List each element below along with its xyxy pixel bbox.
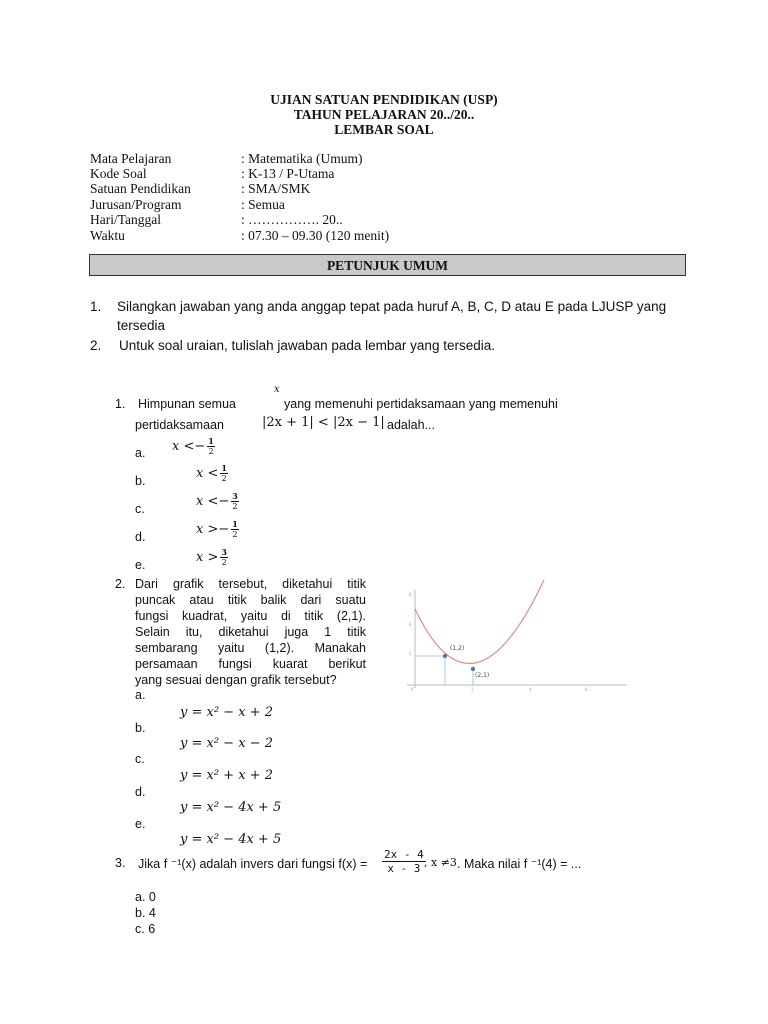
exam-title: UJIAN SATUAN PENDIDIKAN (USP) [270,92,498,107]
inequality-expression: |2x + 1| < |2x − 1| [262,415,385,430]
question-text: adalah... [387,418,435,432]
option-letter[interactable]: d. [135,530,146,544]
option-expression: x >− $\frac{1}{2}$ [196,519,238,539]
option-letter[interactable]: b. [135,474,146,488]
question-text-line: fungsi kuadrat, yaitu di titik (2,1). [135,609,366,623]
option-expression: x <− $\frac{3}{2}$ [196,491,238,511]
option-item[interactable]: b. 4 [135,906,156,920]
instruction-number: 2. [90,338,102,353]
meta-value: : SMA/SMK [241,181,311,196]
option-expression: y = x² + x + 2 [180,768,273,783]
option-expression: y = x² − 4x + 5 [180,800,282,815]
point-2-1 [471,667,475,671]
meta-label: Satuan Pendidikan [90,181,191,196]
svg-text:4: 4 [529,687,532,692]
meta-label: Mata Pelajaran [90,151,172,166]
general-instructions-banner: PETUNJUK UMUM [89,254,686,276]
option-letter[interactable]: d. [135,785,146,799]
question-text: Jika f ⁻¹(x) adalah invers dari fungsi f(x) = [138,857,368,871]
parabola-curve [415,580,544,664]
question-text: . Maka nilai f ⁻¹(4) = ... [457,857,582,871]
point-1-2 [443,654,447,658]
parabola-graph [405,576,630,696]
meta-value: : Matematika (Umum) [241,151,363,166]
instruction-text: Silangkan jawaban yang anda anggap tepat pada huruf A, B, C, D atau E pada LJUSP yang [117,299,667,314]
question-text-line: sembarang yaitu (1,2). Manakah [135,641,366,655]
option-letter[interactable]: b. [135,721,146,735]
question-text-line: Dari grafik tersebut, diketahui titik [135,577,366,591]
option-item[interactable]: a. 0 [135,890,156,904]
point-label-1-2: (1,2) [450,645,465,652]
domain-condition: , x ≠3 [424,856,457,869]
svg-text:2: 2 [471,687,474,692]
svg-text:0: 0 [411,687,414,692]
instruction-text: Untuk soal uraian, tulislah jawaban pada lembar yang tersedia. [119,338,495,353]
meta-value: : K-13 / P-Utama [241,166,335,181]
svg-text:2: 2 [409,651,412,656]
point-label-2-1: (2,1) [475,672,490,679]
option-letter[interactable]: e. [135,817,146,831]
question-number: 2. [115,577,126,591]
meta-label: Jurusan/Program [90,197,182,212]
option-expression: x < $\frac{1}{2}$ [196,463,227,483]
axis-ticks [409,592,588,692]
question-text-line: Selain itu, diketahui juga 1 titik [135,625,366,639]
option-letter[interactable]: c. [135,502,145,516]
question-text-line: yang sesuai dengan grafik tersebut? [135,673,337,687]
svg-text:6: 6 [585,687,588,692]
option-letter[interactable]: c. [135,752,145,766]
question-text: pertidaksamaan [135,418,224,432]
academic-year: TAHUN PELAJARAN 20../20.. [293,107,475,122]
option-letter[interactable]: a. [135,688,146,702]
option-expression: x > $\frac{3}{2}$ [196,547,227,567]
question-text: yang memenuhi pertidaksamaan yang memenuhi [284,397,558,411]
question-text: Himpunan semua [138,397,236,411]
meta-value: : Semua [241,197,285,212]
instruction-number: 1. [90,299,102,314]
option-expression: y = x² − x − 2 [180,736,273,751]
question-text-line: persamaan fungsi kuarat berikut [135,657,366,671]
option-expression: y = x² − x + 2 [180,705,273,720]
option-expression: x <− $\frac{1}{2}$ [172,436,214,456]
meta-value: : ……………. 20.. [241,212,343,227]
option-letter[interactable]: a. [135,446,146,460]
question-number: 1. [115,397,126,411]
meta-label: Waktu [90,228,125,243]
sheet-title: LEMBAR SOAL [334,122,434,137]
question-number: 3. [115,856,126,870]
meta-value: : 07.30 – 09.30 (120 menit) [241,228,390,243]
svg-text:8: 8 [409,592,412,597]
function-fraction: $\frac{2x - 4}{x - 3}$ [384,848,424,875]
option-letter[interactable]: e. [135,558,146,572]
variable-x: x [274,384,280,395]
meta-label: Kode Soal [90,166,147,181]
meta-label: Hari/Tanggal [90,212,162,227]
option-expression: y = x² − 4x + 5 [180,832,282,847]
svg-text:6: 6 [409,622,412,627]
option-item[interactable]: c. 6 [135,922,156,936]
instruction-text-cont: tersedia [117,318,166,333]
question-text-line: puncak atau titik balik dari suatu [135,593,366,607]
